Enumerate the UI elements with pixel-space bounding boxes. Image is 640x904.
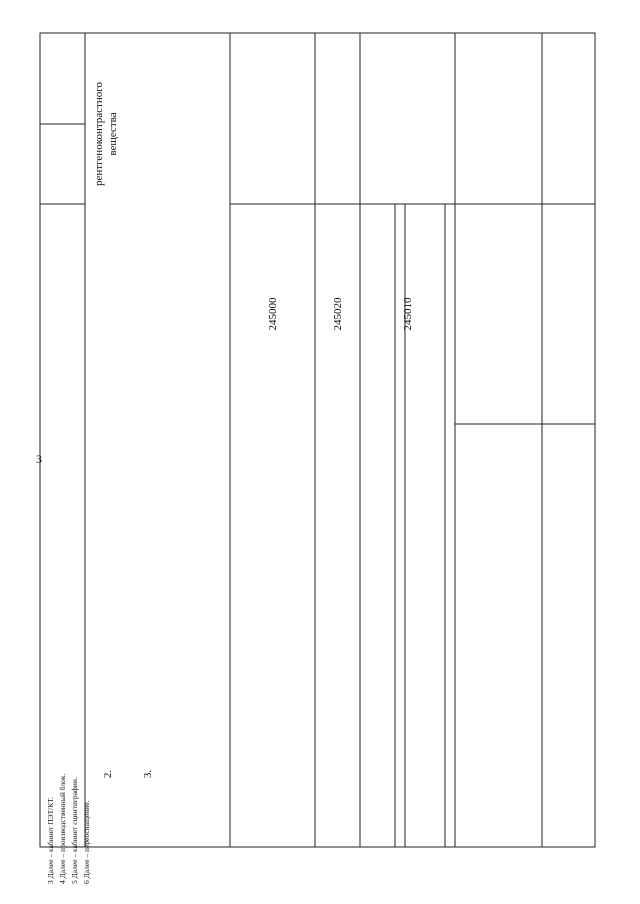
- footnote-4: 4 Далее – производственный блок.: [58, 773, 67, 884]
- footnote-3: 3 Далее – кабинет ПЭТ/КТ.: [46, 797, 55, 884]
- row1-code-2: 245020: [331, 297, 344, 331]
- page-number: 3: [36, 452, 42, 466]
- row3-num: 3.: [142, 769, 154, 779]
- footnote-5: 5 Далее – кабинет сцинтиграфии.: [70, 777, 79, 884]
- row2-num: 2.: [102, 769, 114, 779]
- row1-name: рентгеноконтрастного вещества: [93, 81, 119, 187]
- row1-code-1: 245000: [266, 297, 279, 331]
- footnote-6: 6 Далее – переоснащение.: [82, 800, 91, 884]
- row1-code-3: 245010: [401, 297, 414, 331]
